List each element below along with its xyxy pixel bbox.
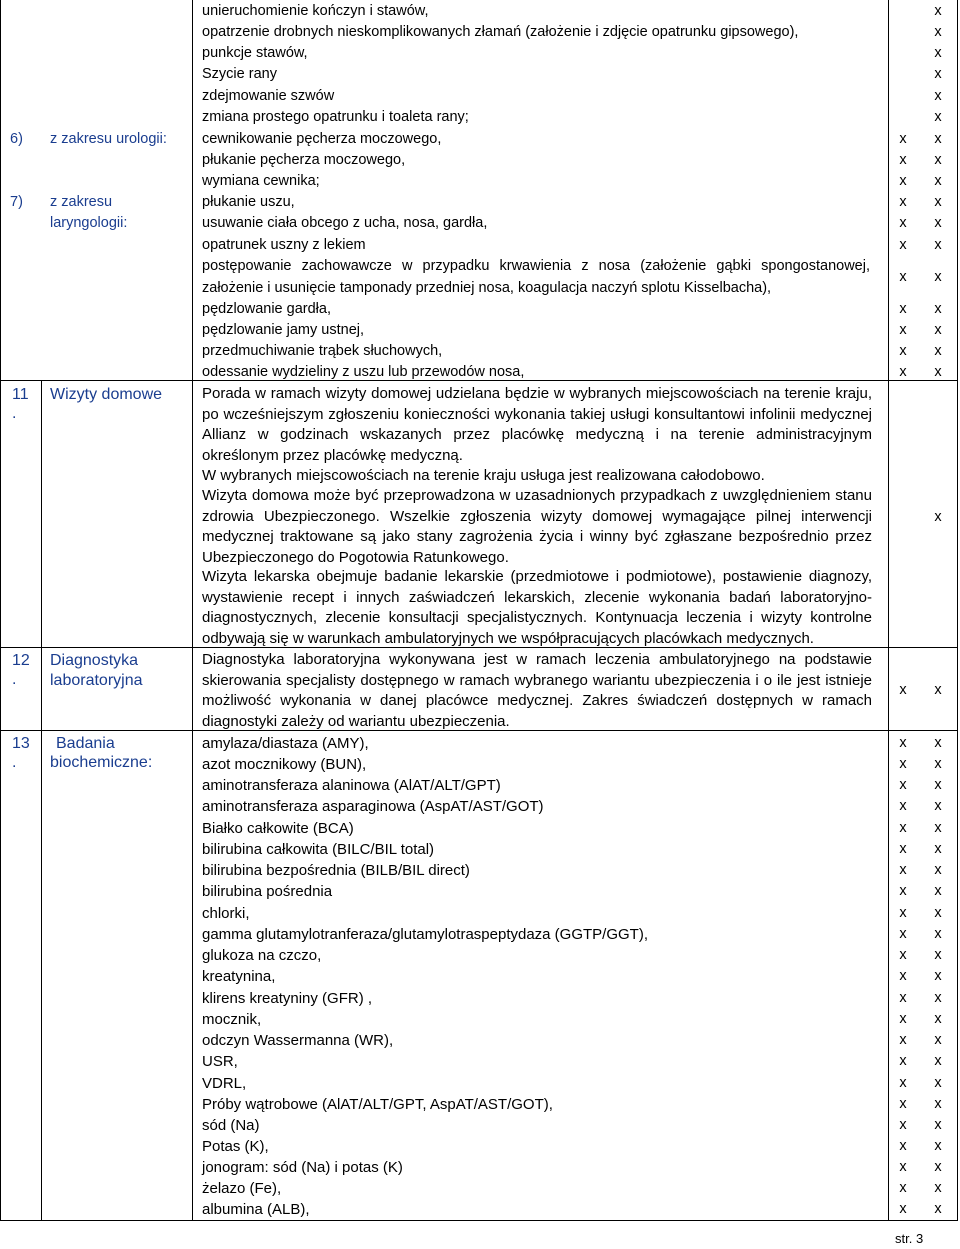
x-mark: x [934,364,942,380]
x-mark: x [934,1201,942,1217]
x-mark: x [934,990,942,1006]
procedure-item: płukanie uszu, [202,194,295,210]
section-title: z zakresu urologii: [50,131,167,147]
biochem-test: Próby wątrobowe (AlAT/ALT/GPT, AspAT/AST/GOT), [202,1096,553,1113]
home-visits-text: Wizyta lekarska obejmuje badanie lekarskie (przedmiotowe i podmiotowe), postawienie diagnozy, wystawienie recept i innych zaświadczeń lekarskich, zlecenie wykonania badań laboratoryjno-diagnostycznych, zlecenie konsultacji specjalistycznych. Kontynuacja leczenia i wizyty kontrolne odbywają się w warunkach ambulatoryjnych we współpracujących placówkach medycznych. [202,568,872,647]
procedure-item: wymiana cewnika; [202,173,320,189]
x-mark: x [934,905,942,921]
section-number: . [12,405,17,422]
x-mark: x [934,1096,942,1112]
x-mark: x [899,862,907,878]
x-mark: x [899,343,907,359]
biochem-test: odczyn Wassermanna (WR), [202,1032,394,1049]
procedure-item: opatrzenie drobnych nieskomplikowanych złamań (założenie i zdjęcie opatrunku gipsowego), [202,24,799,40]
left-border [0,0,1,1220]
x-mark: x [934,777,942,793]
x-mark: x [899,173,907,189]
biochem-test: glukoza na czczo, [202,947,322,964]
biochem-test: Białko całkowite (BCA) [202,820,354,837]
x-mark: x [934,682,942,698]
x-mark: x [934,926,942,942]
section-number: 13 [12,735,30,752]
x-mark: x [899,1117,907,1133]
x-mark: x [934,194,942,210]
x-mark: x [934,1117,942,1133]
x-mark: x [899,194,907,210]
x-mark: x [934,3,942,19]
x-mark: x [899,1032,907,1048]
biochem-test: albumina (ALB), [202,1201,310,1218]
x-mark: x [899,926,907,942]
x-mark: x [934,1138,942,1154]
x-mark: x [934,947,942,963]
x-mark: x [899,798,907,814]
x-mark: x [899,1201,907,1217]
x-mark: x [934,269,942,285]
x-mark: x [934,756,942,772]
right-border [957,0,958,1220]
x-mark: x [899,1053,907,1069]
biochem-test: kreatynina, [202,968,276,985]
table-bottom [0,1220,958,1221]
x-mark: x [934,1075,942,1091]
home-visits-text: Porada w ramach wizyty domowej udzielana będzie w wybranych miejscowościach na terenie kraju, po wcześniejszym zgłoszeniu konieczności wykonania takiej usługi konsultantowi infolinii medycznej Allianz w godzinach wskazanych przez placówkę medyczną i na terenie administracyjnym określonym przez placówkę medyczną. [202,385,872,464]
x-mark: x [934,173,942,189]
procedure-item: płukanie pęcherza moczowego, [202,152,406,168]
biochem-test: aminotransferaza asparaginowa (AspAT/AST/GOT) [202,798,544,815]
procedure-item: punkcje stawów, [202,45,308,61]
x-mark: x [934,109,942,125]
biochem-test: mocznik, [202,1011,262,1028]
x-mark: x [899,990,907,1006]
biochem-test: gamma glutamylotranferaza/glutamylotraspeptydaza (GGTP/GGT), [202,926,649,943]
content-column-divider [192,0,193,1220]
procedure-item: opatrunek uszny z lekiem [202,237,366,253]
x-mark: x [899,682,907,698]
x-mark: x [934,968,942,984]
x-mark: x [934,883,942,899]
x-mark: x [899,1075,907,1091]
biochem-test: sód (Na) [202,1117,260,1134]
x-mark: x [899,905,907,921]
x-mark: x [934,88,942,104]
section-title: Wizyty domowe [50,386,163,403]
procedure-item: usuwanie ciała obcego z ucha, nosa, gardła, [202,215,488,231]
x-mark: x [934,45,942,61]
section-title: laryngologii: [50,215,128,231]
x-mark: x [934,66,942,82]
procedure-item: odessanie wydzieliny z uszu lub przewodów nosa, [202,364,525,380]
home-visits-text: Wizyta domowa może być przeprowadzona w uzasadnionych przypadkach z uwzględnieniem stanu zdrowia Ubezpieczonego. Wszelkie zgłoszenia wizyty domowej wymagające pilnej interwencji medycznej traktowane są jako stany zagrożenia życia i winny być zgłaszane bezpośrednio przez Ubezpieczonego do Pogotowia Ratunkowego. [202,487,872,566]
x-mark: x [934,343,942,359]
biochem-test: bilirubina całkowita (BILC/BIL total) [202,841,435,858]
x-mark: x [934,322,942,338]
x-mark: x [899,735,907,751]
procedure-item: założenie i usunięcie tamponady przedniej nosa, koagulacja naczyń splotu Kisselbacha), [202,280,772,296]
x-mark: x [899,1180,907,1196]
x-mark: x [899,131,907,147]
home-visits-text: W wybranych miejscowościach na terenie kraju usługa jest realizowana całodobowo. [202,467,765,484]
section-title: Diagnostyka [50,652,139,669]
section-number: . [12,754,17,771]
x-mark: x [934,215,942,231]
x-mark: x [934,798,942,814]
x-mark: x [899,322,907,338]
x-mark: x [899,1138,907,1154]
x-mark: x [934,735,942,751]
x-mark: x [899,364,907,380]
x-mark: x [899,820,907,836]
biochem-test: bilirubina bezpośrednia (BILB/BIL direct) [202,862,470,879]
x-mark: x [934,862,942,878]
x-mark: x [934,841,942,857]
x-mark: x [899,1159,907,1175]
page-number: str. 3 [895,1231,924,1246]
procedure-item: pędzlowanie jamy ustnej, [202,322,365,338]
biochem-test: amylaza/diastaza (AMY), [202,735,369,752]
biochem-test: bilirubina pośrednia [202,883,333,900]
biochem-test: aminotransferaza alaninowa (AlAT/ALT/GPT) [202,777,501,794]
section-number: 6) [10,131,23,147]
x-mark: x [934,152,942,168]
x-mark: x [934,131,942,147]
x-mark: x [899,1011,907,1027]
x-mark: x [899,237,907,253]
section-number: 7) [10,194,23,210]
x-mark: x [899,301,907,317]
x-mark: x [934,1159,942,1175]
number-column-divider [41,380,42,1220]
x-mark: x [899,883,907,899]
procedure-item: zdejmowanie szwów [202,88,335,104]
section-title: laboratoryjna [50,672,143,689]
x-mark: x [934,237,942,253]
mark-column-divider [888,0,889,1220]
section-number: 12 [12,652,30,669]
x-mark: x [899,968,907,984]
lab-diagnostics-text: Diagnostyka laboratoryjna wykonywana jest w ramach leczenia ambulatoryjnego na podstawie skierowania specjalisty dostępnego w ramach wybranego wariantu ubezpieczenia i o ile jest istnieje możliwość wykonania w danej placówce medycznej. Zakres świadczeń dostępnych w ramach diagnostyki zależy od wariantu ubezpieczenia. [202,651,872,730]
biochem-test: USR, [202,1053,238,1070]
x-mark: x [934,509,942,525]
procedure-item: Szycie rany [202,66,277,82]
x-mark: x [934,1053,942,1069]
x-mark: x [934,820,942,836]
procedure-item: unieruchomienie kończyn i stawów, [202,3,429,19]
x-mark: x [899,1096,907,1112]
biochem-test: chlorki, [202,905,250,922]
procedure-item: cewnikowanie pęcherza moczowego, [202,131,442,147]
biochem-test: żelazo (Fe), [202,1180,282,1197]
section-number: 11 [12,386,29,403]
x-mark: x [899,215,907,231]
biochem-test: VDRL, [202,1075,247,1092]
section-title: z zakresu [50,194,113,210]
procedure-item: postępowanie zachowawcze w przypadku krwawienia z nosa (założenie gąbki spongostanowej, [202,258,870,274]
x-mark: x [934,1011,942,1027]
x-mark: x [899,841,907,857]
section-title: biochemiczne: [50,754,153,771]
x-mark: x [934,1180,942,1196]
procedure-item: zmiana prostego opatrunku i toaleta rany; [202,109,469,125]
x-mark: x [899,269,907,285]
x-mark: x [899,756,907,772]
procedure-item: pędzlowanie gardła, [202,301,331,317]
biochem-test: jonogram: sód (Na) i potas (K) [202,1159,403,1176]
x-mark: x [899,777,907,793]
x-mark: x [899,947,907,963]
x-mark: x [934,301,942,317]
x-mark: x [934,1032,942,1048]
biochem-test: azot mocznikowy (BUN), [202,756,367,773]
biochem-test: klirens kreatyniny (GFR) , [202,990,373,1007]
biochem-test: Potas (K), [202,1138,269,1155]
section-title: Badania [56,735,115,752]
procedure-item: przedmuchiwanie trąbek słuchowych, [202,343,443,359]
x-mark: x [899,152,907,168]
section-number: . [12,671,17,688]
x-mark: x [934,24,942,40]
